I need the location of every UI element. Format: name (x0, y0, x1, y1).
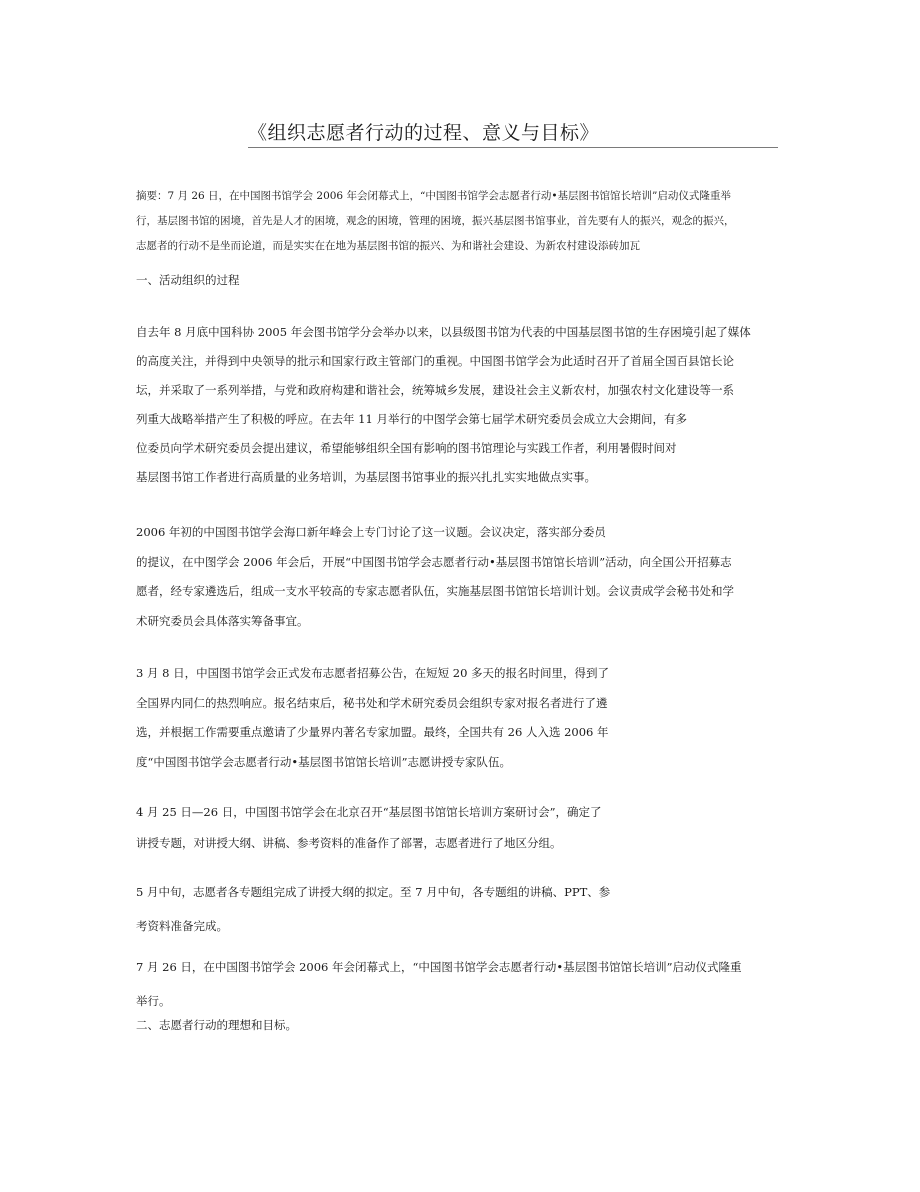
abstract-line: 摘要：7 月 26 日，在中国图书馆学会 2006 年会闭幕式上，“中国图书馆学会志愿者行动•基层图书馆馆长培训”启动仪式隆重举 (136, 190, 731, 202)
paragraph-line: 讲授专题，对讲授大纲、讲稿、参考资料的准备作了部署，志愿者进行了地区分组。 (136, 836, 562, 850)
paragraph-line: 度“中国图书馆学会志愿者行动•基层图书馆馆长培训”志愿讲授专家队伍。 (136, 754, 512, 769)
paragraph-line: 基层图书馆工作者进行高质量的业务培训，为基层图书馆事业的振兴扎扎实实地做点实事。 (136, 470, 596, 484)
paragraph-line: 举行。 (136, 994, 171, 1008)
paragraph-line: 坛，并采取了一系列举措，与党和政府构建和谐社会，统筹城乡发展，建设社会主义新农村，加强农村文化建设等一系 (136, 383, 734, 397)
paragraph-line: 的提议，在中图学会 2006 年会后，开展“中国图书馆学会志愿者行动•基层图书馆馆长培训”活动，向全国公开招募志 (136, 554, 732, 569)
paragraph-line: 的高度关注，并得到中央领导的批示和国家行政主管部门的重视。中国图书馆学会为此适时召开了首届全国百县馆长论 (136, 354, 734, 368)
paragraph-line: 位委员向学术研究委员会提出建议，希望能够组织全国有影响的图书馆理论与实践工作者，利用暑假时间对 (136, 441, 677, 455)
paragraph-line: 愿者，经专家遴选后，组成一支水平较高的专家志愿者队伍，实施基层图书馆馆长培训计划。会议责成学会秘书处和学 (136, 584, 734, 598)
paragraph-line: 全国界内同仁的热烈响应。报名结束后，秘书处和学术研究委员会组织专家对报名者进行了遴 (136, 695, 608, 710)
paragraph-line: 自去年 8 月底中国科协 2005 年会图书馆学分会举办以来，以县级图书馆为代表的中国基层图书馆的生存困境引起了媒体 (136, 325, 751, 339)
paragraph-line: 术研究委员会具体落实筹备事宜。 (136, 613, 309, 628)
abstract (136, 184, 786, 259)
paragraph (136, 659, 786, 777)
paragraph (136, 797, 786, 859)
paragraph-line: 考资料准备完成。 (136, 919, 228, 933)
section-heading-1: 一、活动组织的过程 (136, 273, 240, 287)
paragraph-line: 4 月 25 日—26 日，中国图书馆学会在北京召开“基层图书馆馆长培训方案研讨会”，确定了 (136, 805, 602, 819)
abstract-line: 行，基层图书馆的困境，首先是人才的困境，观念的困境，管理的困境，振兴基层图书馆事业，首先要有人的振兴，观念的振兴， (136, 215, 735, 227)
paragraph (136, 518, 786, 636)
paragraph-line: 5 月中旬，志愿者各专题组完成了讲授大纲的拟定。至 7 月中旬，各专题组的讲稿、PPT、参 (136, 885, 611, 899)
paragraph (136, 875, 786, 943)
abstract-line: 志愿者的行动不是坐而论道，而是实实在在地为基层图书馆的振兴、为和谐社会建设、为新农村建设添砖加瓦 (136, 240, 640, 252)
paragraph (136, 950, 786, 1018)
section-heading-2: 二、志愿者行动的理想和目标。 (136, 1018, 297, 1032)
paragraph-line: 选，并根据工作需要重点邀请了少量界内著名专家加盟。最终，全国共有 26 人入选 2006 年 (136, 725, 609, 739)
document-title: 《组织志愿者行动的过程、意义与目标》 (248, 120, 778, 148)
paragraph-line: 3 月 8 日，中国图书馆学会正式发布志愿者招募公告，在短短 20 多天的报名时间里，得到了 (136, 666, 610, 680)
paragraph-line: 7 月 26 日，在中国图书馆学会 2006 年会闭幕式上，“中国图书馆学会志愿者行动•基层图书馆馆长培训”启动仪式隆重 (136, 960, 742, 974)
paragraph-line: 2006 年初的中国图书馆学会海口新年峰会上专门讨论了这一议题。会议决定，落实部分委员 (136, 525, 606, 539)
paragraph (136, 318, 786, 492)
paragraph-line: 列重大战略举措产生了积极的呼应。在去年 11 月举行的中图学会第七届学术研究委员会成立大会期间，有多 (136, 412, 687, 426)
